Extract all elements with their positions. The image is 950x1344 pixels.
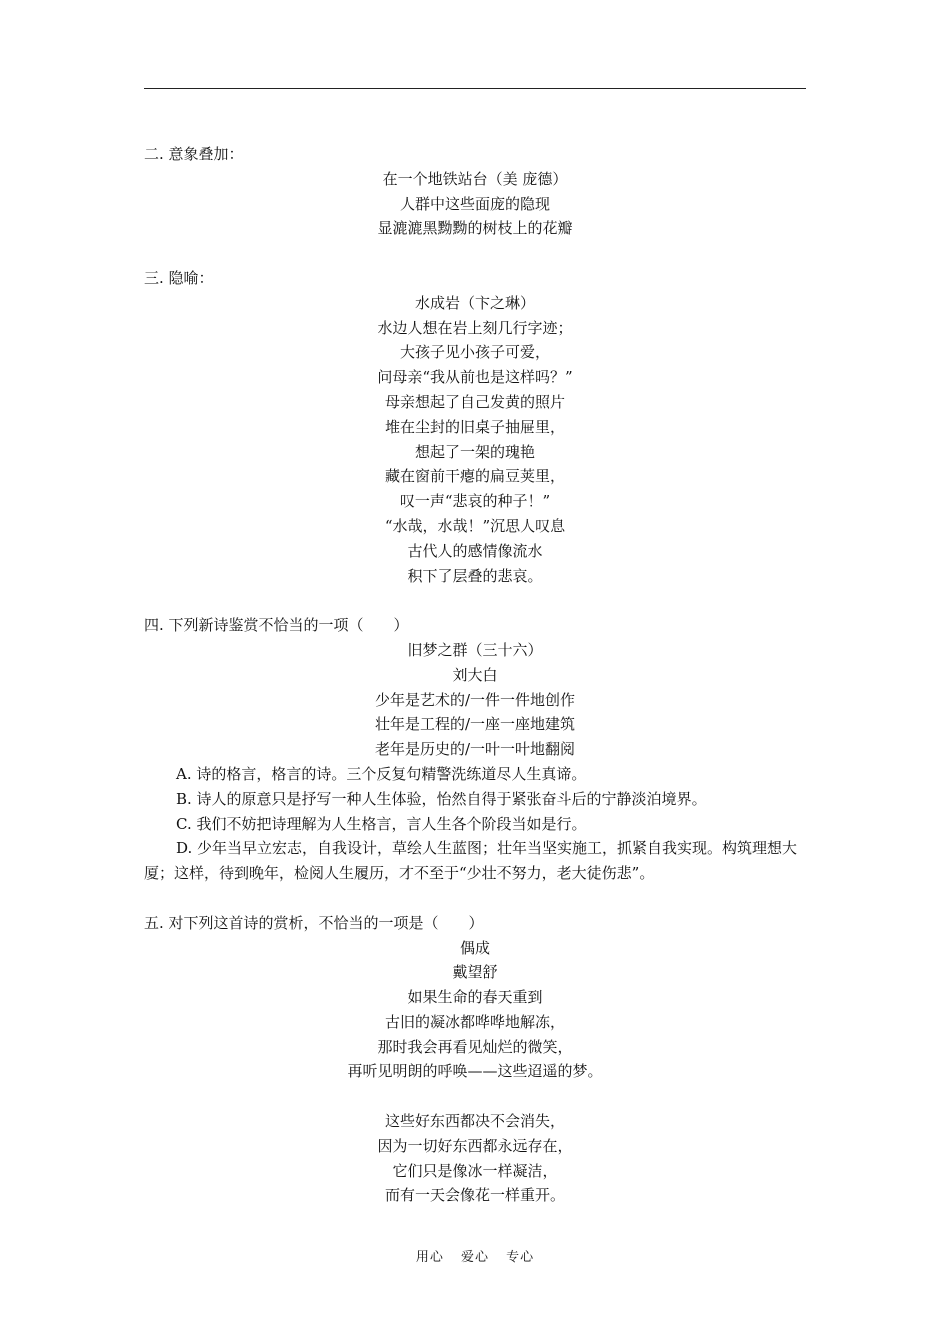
poem-line: 显漉漉黑黝黝的树枝上的花瓣 (377, 219, 573, 238)
poem-line: 问母亲“我从前也是这样吗？” (377, 368, 573, 387)
poem-line: 母亲想起了自己发黄的照片 (384, 392, 565, 411)
poem-line: 想起了一架的瑰艳 (414, 442, 535, 461)
option-b: B. 诗人的原意只是抒写一种人生体验，怡然自得于紧张奋斗后的宁静淡泊境界。 (176, 789, 707, 808)
poem-line: 叹一声“悲哀的种子！” (399, 492, 551, 511)
poem-title: 旧梦之群（三十六） (407, 640, 543, 659)
poem-line: 老年是历史的/一叶一叶地翻阅 (374, 740, 576, 759)
poem-author: 戴望舒 (452, 963, 498, 982)
poem-line: 堆在尘封的旧桌子抽屉里， (384, 417, 565, 436)
poem-line: 在一个地铁站台（美 庞德） (382, 169, 568, 188)
poem-line: 古代人的感情像流水 (407, 541, 543, 560)
poem-line: 那时我会再看见灿烂的微笑， (377, 1037, 573, 1056)
poem-line: 如果生命的春天重到 (407, 988, 543, 1007)
poem-title: 水成岩（卞之琳） (414, 293, 535, 312)
poem-title: 偶成 (459, 938, 490, 957)
poem-line: 积下了层叠的悲哀。 (407, 566, 543, 585)
poem-line: 藏在窗前干瘪的扁豆荚里， (384, 467, 565, 486)
option-c: C. 我们不妨把诗理解为人生格言，言人生各个阶段当如是行。 (176, 814, 587, 833)
header-rule (144, 88, 806, 89)
poem-line: 少年是艺术的/一件一件地创作 (374, 690, 576, 709)
footer-text: 爱心 (460, 1250, 489, 1265)
section5-heading: 五. 对下列这首诗的赏析，不恰当的一项是（ ） (144, 913, 484, 932)
poem-line: “水哉，水哉！”沉思人叹息 (384, 516, 566, 535)
poem-line: 水边人想在岩上刻几行字迹； (377, 318, 573, 337)
poem-line: 而有一天会像花一样重开。 (384, 1186, 565, 1205)
option-d: D. 少年当早立宏志，自我设计，草绘人生蓝图；壮年当坚实施工，抓紧自我实现。构筑理想大厦；这样，待到晚年，检阅人生履历，才不至于“少壮不努力，老大徒伤悲”。 (144, 839, 798, 883)
poem-line: 壮年是工程的/一座一座地建筑 (374, 715, 576, 734)
footer-text: 专心 (506, 1250, 535, 1265)
poem-line: 再听见明朗的呼唤——这些迢遥的梦。 (347, 1062, 603, 1081)
poem-author: 刘大白 (452, 665, 498, 684)
page-footer (0, 1246, 950, 1265)
section3-heading: 三. 隐喻： (144, 268, 214, 287)
poem-line: 这些好东西都决不会消失， (384, 1112, 565, 1131)
poem-line: 它们只是像冰一样凝洁， (392, 1161, 558, 1180)
poem-line: 大孩子见小孩子可爱， (399, 343, 550, 362)
poem-line: 人群中这些面庞的隐现 (399, 194, 550, 213)
poem-line: 因为一切好东西都永远存在， (377, 1136, 573, 1155)
option-a: A. 诗的格言，格言的诗。三个反复句精警洗练道尽人生真谛。 (176, 764, 587, 783)
section4-heading: 四. 下列新诗鉴赏不恰当的一项（ ） (144, 616, 409, 635)
document-body (144, 142, 806, 1208)
poem-line: 古旧的凝冰都哗哗地解冻， (384, 1012, 565, 1031)
footer-text: 用心 (415, 1250, 444, 1265)
section2-heading: 二. 意象叠加： (144, 145, 244, 163)
